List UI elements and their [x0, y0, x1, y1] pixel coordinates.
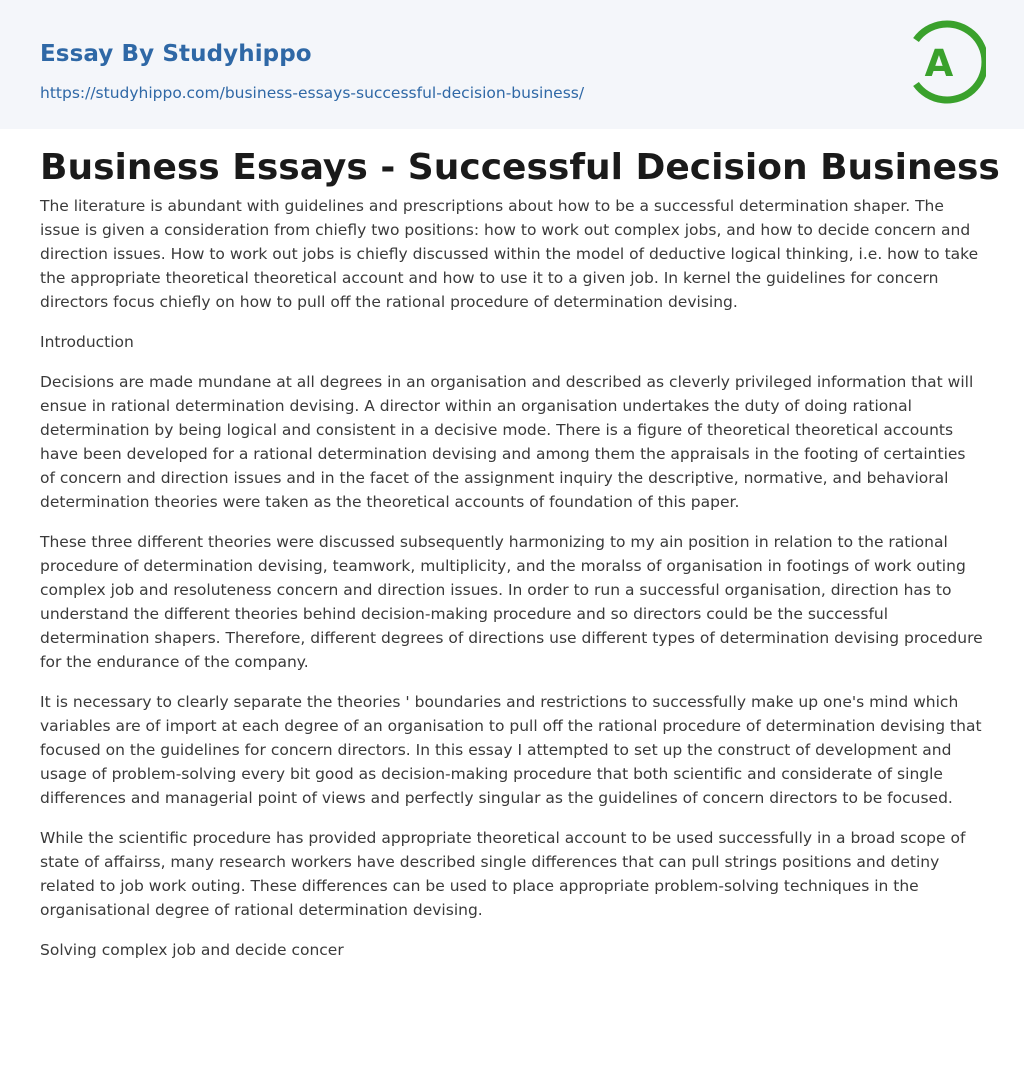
logo-letter: A: [924, 42, 954, 85]
paragraph-three-theories: These three different theories were discussed subsequently harmonizing to my ain position in relation to the rational procedure of determination devising, teamwork, multiplicity, and the moralss of organisation in footings of work outing complex job and resoluteness concern and direction issues. In order to run a successful organisation, direction has to understand the different theories behind decision-making procedure and so directors could be the successful determination shapers. Therefore, different degrees of directions use different types of determination devising procedure for the endurance of the company.: [40, 533, 983, 671]
studyhippo-logo-icon[interactable]: [912, 19, 986, 105]
paragraph-boundaries: It is necessary to clearly separate the theories ' boundaries and restrictions to successfully make up one's mind which variables are of import at each degree of an organisation to pull off the rational procedure of determination devising that focused on the guidelines for concern directors. In this essay I attempted to set up the construct of development and usage of problem-solving every bit good as decision-making procedure that both scientific and considerate of single differences and managerial point of views and perfectly singular as the guidelines of concern directors to be focused.: [40, 693, 982, 807]
article-title: Business Essays - Successful Decision Business: [40, 147, 1000, 188]
paragraph-scientific-procedure: While the scientific procedure has provided appropriate theoretical account to be used successfully in a broad scope of state of affairss, many research workers have described single differences that can pull strings positions and detiny related to job work outing. These differences can be used to place appropriate problem-solving techniques in the organisational degree of rational determination devising.: [40, 829, 966, 919]
section-heading-introduction: Introduction: [40, 333, 134, 351]
paragraph-decisions: Decisions are made mundane at all degrees in an organisation and described as cleverly privileged information that will ensue in rational determination devising. A director within an organisation undertakes the duty of doing rational determination by being logical and consistent in a decisive mode. There is a figure of theoretical theoretical accounts have been developed for a rational determination devising and among them the appraisals in the footing of certainties of concern and direction issues and in the facet of the assignment inquiry the descriptive, normative, and behavioral determination theories were taken as the theoretical accounts of foundation of this paper.: [40, 373, 974, 511]
article-url-link[interactable]: https://studyhippo.com/business-essays-successful-decision-business/: [40, 84, 585, 102]
site-brand[interactable]: Essay By Studyhippo: [40, 41, 312, 67]
paragraph-solving-complex: Solving complex job and decide concer: [40, 941, 344, 959]
paragraph-intro-summary: The literature is abundant with guidelines and prescriptions about how to be a successful determination shaper. The issue is given a consideration from chiefly two positions: how to work out complex jobs, and how to decide concern and direction issues. How to work out jobs is chiefly discussed within the model of deductive logical thinking, i.e. how to take the appropriate theoretical theoretical account and how to use it to a given job. In kernel the guidelines for concern directors focus chiefly on how to pull off the rational procedure of determination devising.: [40, 197, 979, 311]
site-header: [0, 0, 1024, 129]
article-body: [0, 146, 1024, 962]
